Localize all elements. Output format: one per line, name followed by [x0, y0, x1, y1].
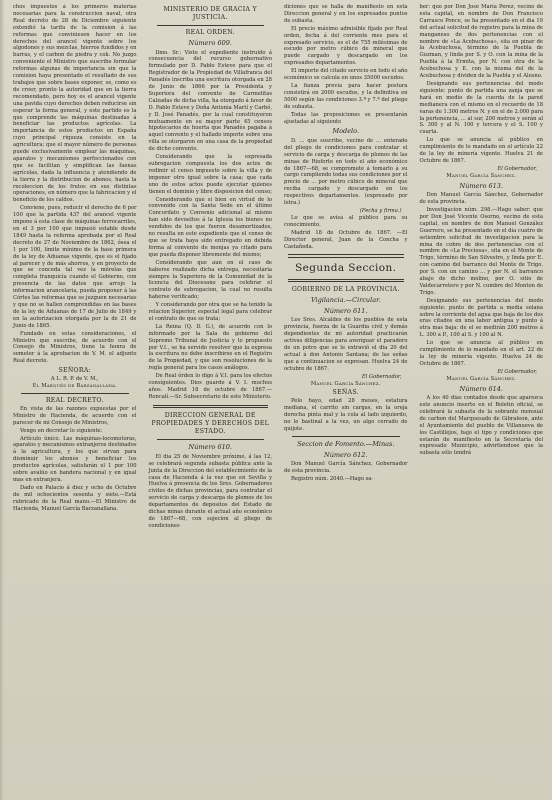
paragraph: Don Manuel García Sánchez, Gobernador de esta provincia. — [284, 461, 408, 474]
column-1 — [10, 4, 140, 796]
columns — [10, 4, 546, 796]
paragraph: Considerando que si bien en virtud de lo convenido con la Santa Sede en el último Concordato y Convenio adicional al mismo han sido devueltos á la Iglesia los bienes no vendidos de los que fueron desamortizados, no resulta en este expediente que el censo de que se trata haya sido entregado en debida forma al convento de monjas ya citado para que pueda disponer libremente del mismo; — [148, 196, 272, 258]
paragraph: Registro núm. 2040.—Hago sa- — [291, 475, 374, 482]
paragraph: Los Sres. Alcaldes de los pueblos de esta provincia, fuerza de la Guardia civil y demás dependientes de mi autoridad practicarán activas diligencias para averiguar el paradero de un potro que se le extravió el dia 20 del actual á don Antonio Santana; de las señas que a continuacion se expresan. Huelva 24 de octubre de 1867. — [284, 317, 408, 372]
paragraph: Considerando que la expresada subrogacion compuesta los dos actos de redimir el censo impuesto sobre la villa y de imponer otro igual sobre la casa; que cada uno de estos actos puede ejecutar quienes tienen el dominio y libre disposicion del censo; — [148, 154, 272, 195]
gobernador-signature: Manuel García Sánchez. — [310, 380, 381, 387]
paragraph: diciones que se halla de manifiesto en esta Direccion general y en los expresados puntos de subasta. — [284, 4, 408, 24]
paragraph: El importe del citado servicio en todo el año económico se calcula en unos 35000 escudos. — [284, 68, 408, 82]
gobernador-title: El Gobernador, — [497, 368, 537, 375]
numero-heading: Número 610. — [188, 443, 232, 452]
paragraph: Ilmo. Sr.: Visto el expediente instruido á consecuencia del recurso gubernativo formulado por D. Pablo Esteve para que el Registrador de la Propiedad de Villafranca del Panadés inscriba una escritura otorgada en 28 de Junio de 1866 por la Presidenta y Superiora del convento de Carmelitas Calzadas de dicha villa, ha otorgado á favor de D. Pablo Esteve y Doña Antonia Martí y Carbó, y D. José Panadés, por la cual constituyeron mutuamente en su mayor parte 45 censos hipotecarios de huerta que Panadés pagaba á aquel convento y el hallado importe sobre una villa se otorgaron en una casa de la propiedad de dicho convento. — [148, 49, 272, 153]
gobernador-title: El Gobernador, — [361, 373, 402, 380]
paragraph: Lo que se anuncia al público en cumplimiento de lo mandado en el artículo 22 de la ley de minería vigente. Huelva 21 de Octubre de 1867. — [419, 137, 543, 164]
paragraph: chos impuestos á los primeros materias necesarias para la construccion naval, otra Real decreto de 28 de Diciembre siguiente extendió la tarifa de la comision á las reformas que conviniesen hacer en los derechos del arancel vigente sobre los algodones y sus mezclas, hierros fundidos y en barras, y el carbon de piedra y cok. No juzgo conveniente el Ministro que suscribe formular reformas algunas de importancia sin que la comision haya presentado el resultado de sus trabajos que sobre bases exponer, se, como es de creer, pronto la autoridad que en la tierra recomendado, pero hoy es el arancel vigente una pavida cuyo derechos deben reducirse sin esperar la forma general, y este partido es la que comprende las máquinas destinadas á beneficiar las productos agrícolas. La importancia de estos productos en España cuyo principal riqueza consiste en la agricultura; que el mayor número de personas puede exclusivamente emplear las máquinas, aparatos y mecanismos perfeccionados con que se facilitan y simplifican las faenas agrícolas, dada la influencia y atendiendo de la tierra y la distribucion de abonos, hasta la recoleccion de los frutos en sus distintas operaciones, en número que la fabricacion y el beneficio de los caldos. — [13, 4, 137, 204]
paragraph: Madrid 18 de Octubre de 1867. —El Director general, Juan de la Concha y Castañeda. — [284, 229, 408, 250]
paragraph: Designando sus pertenencias del modo siguiente: punto de partida una zanja que se hará en medio de la cuerda de la pared medianera con el mismo en el recuerdo de 18 varas de 1.300 metros N. y en el de 2.000 para la pertenencia, ... al sur, 200 metros y serán al S. 300 y al N. 100 y tercera y el S. 100 y cuarta. — [419, 80, 543, 136]
numero-heading: Número 612. — [324, 450, 368, 459]
gobierno-heading: GOBIERNO DE LA PROVINCIA. — [291, 286, 400, 294]
double-divider — [153, 405, 269, 409]
paragraph: La fianza previa para hacer postura consistirá en 2000 escudos, y la definitiva en 5000 según las condiciones 3.ª y 7.ª del pliego de subasta. — [284, 82, 408, 110]
paragraph: Designando sus pertenencias del modo siguiente: punto de partida a media solana sobre la corriente del agua que baja de los dos eras citados en una labor antigua y punto á otra mas baja: de el se medirán 200 metros á L. 300 a P., 100 al S. y 100 al N. — [419, 297, 543, 339]
ministry-heading: MINISTERIO DE GRACIA Y JUSTICIA. — [163, 6, 257, 21]
divider — [157, 25, 265, 26]
senas-heading: SEÑAS. — [332, 389, 359, 397]
gobernador-signature: Manuel García Sánchez. — [446, 172, 517, 179]
senora-heading: SEÑORA: — [58, 367, 92, 375]
column-2 — [146, 4, 276, 796]
page-edge-shadow — [0, 0, 4, 800]
paragraph: Todas las proposiciones se presentarán ajustadas al siguiente — [284, 111, 408, 125]
gobernador-title: El Gobernador, — [497, 165, 537, 172]
paragraph: De Real órden lo digo á V.I. para los efectos consiguientes. Dios guarde á V. I. muchos años. Madrid 18 de octubre de 1867.—Roncalí.—Sr. Subsecretario de este Ministerio. — [148, 373, 272, 400]
paragraph: Considerando que aun en el caso de haberse realizado dicha entrega, necesitaria siempre la Superiora de la Comunidad de la licencia del Diocesano para celebrar el contrato de subrogacion, la cual no resulta haberse verificado; — [148, 259, 272, 301]
numero-heading: Número 609. — [188, 39, 232, 47]
signature: El Marqués de Barzanallana. — [32, 383, 117, 390]
divider — [157, 439, 265, 440]
paragraph: En vista de las razones expuestas por el Ministro de Hacienda, de acuerdo con el parecer de mi Consejo de Ministros, — [13, 405, 137, 426]
divider — [292, 436, 400, 437]
paragraph: Artículo único. Las máquinas-locomotoras, aparatos y mecanismos extranjeros destinados á la agricultura, y los que sirvan para disminuir los abonos y beneficiar los productos agrícolas, satisfarán el 1 por 100 sobre avalúo en bandera nacional y en igual mas en extranjera. — [13, 435, 137, 483]
paragraph: Lo que se anuncia al público en cumplimiento de lo mandado en el art. 22 de la ley de minería vigente. Huelva 24 de Octubre de 1867. — [419, 340, 543, 367]
direccion-heading: DIRECCION GENERAL DE PROPIEDADES Y DERECHOS DEL ESTADO. — [151, 412, 270, 436]
paragraph: Investigacion núm. 298.—Hago saber: que por Don José Vicente Osorno, vecino de esta capital, en nombre de don Manuel González Guerrero, se ha presentado en el dia cuatro de setiembre solicitud de investigacion para la mina de cobre de dos pertenencias con el nombre de «La Preciosa», sita en el Monte de Trigo, término de San Silvestre, y linda por E. con camino del barranco del Monte de Trigo, por S. con un camino ... y por N. el barranco abajo de dicho molino, por O. sitio de Valdecarretero y por N. cumbre del Monton de Trigo. — [419, 206, 543, 296]
paragraph: La Reina (Q. D. G.), de acuerdo con lo informado por la Sala de gobierno del Supremo Tribunal de Justicia y lo propuesto por V.I., se ha servido resolver que la expresa la escritura no debe inscribirse en el Registro de la Propiedad, y que son resoluciones de la regla general para los casos análogos. — [148, 323, 272, 372]
numero-heading: Número 611. — [324, 306, 368, 315]
real-orden-heading: REAL ORDEN. — [185, 29, 235, 36]
divider — [21, 393, 129, 394]
paragraph: Dado en Palacio á diez y ocho de Octubre de mil ochocientos sesenta y siete.—Está rubricado de la Real mano.—El Ministro de Hacienda, Manuel García Barzanallana. — [13, 484, 137, 512]
paragraph: A los 40 dias contados desde que aparezca este anuncio inserto en el Boletin oficial, se celebrará la subasta de la sobrante mensual de carbon del Marquesado de Gibraleon, ante el Ayuntamiento del pueblo de Villanueva de los Castillejos, bajo el tipo y condiciones que estarán de manifiesto en la Secretaría del expresado Municipio, advirtiendose que la subasta sólo tendrá — [419, 395, 543, 457]
fecha-firma: (Fecha y firma.) — [359, 207, 402, 214]
paragraph: Pelo bayo, edad 28 meses, estatura mediana, el carrito sin cargas, en la oreja derecha pinta mal y la cola al lado izquierdo, no le bastinal a la vez, un algo cerrado de quijote. — [284, 398, 408, 433]
numero-heading: Número 613. — [459, 181, 503, 190]
double-divider — [288, 254, 404, 258]
column-4 — [417, 4, 547, 796]
paragraph: El dia 25 de Noviembre próximo, á las 12, se celebrará segunda subasta pública ante la Junta de la Direccion del establecimiento de la casa de Hacienda á la vez que en Sevilla y Huelva á presencia de los Sres. Gobernadores civiles de dichas provincias, para contratar el servicio de carga y descarga de plomos de los departamentos de depositos del Estado de dichas minas durante el actual año económico de 1867—68, con sujecion al pliego de condiciones — [148, 453, 272, 529]
paragraph: Y considerando por otra que se ha tenido la relacion Superior, especial legal para celebrar el contrato de que se trata; — [148, 302, 272, 322]
salutation: A L. R. P. de V. M., — [50, 376, 99, 383]
paragraph: Don Manuel García Sánchez, Gobernador de esta provincia. — [419, 192, 543, 206]
fomento-heading: Seccion de Fomento.—Minas. — [297, 440, 395, 448]
paragraph: Fundado en estas consideraciones, el Ministro que suscribe, de acuerdo con el Consejo de Ministros, tiene la honra de someter á la aprobacion de V. M. el adjunto Real decreto. — [13, 330, 137, 365]
real-decreto-heading: REAL DECRETO. — [45, 396, 104, 404]
paragraph: El precio máximo admisible fijado por Real orden, fecha á del corriente mes para el expresado servicio, es el de 755 milésimas de escudo por metro cúbico de mineral que puede cargado y descargado en los expresados departamentos. — [284, 25, 408, 67]
numero-heading: Número 614. — [459, 384, 503, 393]
paragraph: Conviene, pues, reducir el derecho de 6 por 100 que la partida 437 del arancel vigente impone á esta clase de máquinas ferrocarriles, en el 3 por 100 que impusió estable desde 1849 hasta la reforma aprobada por el Real decreto de 27 de Noviembre de 1862, ósea el 1 por 100, límite mínimo de la base primera de la ley de Aduanas vigente, que es el fijado al parecer y de más ahorros, y en proyecto de que se conceda tal vez la mérelas que completa franquicia cuando el Gobierno, con presencia de las datos que arroje la informacion arancelaria, pueda proponer á las Córtes las reformas que se juzguen necesarias y que no se hallen comprendidas en las bases de la ley de Aduanas de 17 de Julio de 1849 y en la autorizacion otorgada por la de 21 de Junio de 1865. — [13, 205, 137, 329]
double-divider — [288, 279, 404, 283]
gobernador-signature: Manuel García Sánchez. — [446, 375, 517, 382]
paragraph: D. ... que suscribe, vecino de ... enterado del pliego de condiciones para contratar el servicio de carga y descarga de plomos de las minas de Rioforte en todo el año económico de 1867—68, se compromete á tomarlo á su cargo cumpliendo todas sus condiciones por el precio de ... por metro cúbico de mineral que reciba cargado y descargado en los respectivos departamentos. (expresado por letra.) — [284, 137, 408, 207]
vigilancia-heading: Vigilancia.—Circular. — [310, 296, 381, 305]
column-3 — [281, 4, 411, 796]
modelo-heading: Modelo. — [332, 127, 360, 136]
paragraph: Vengo en decretar lo siguiente: — [20, 427, 103, 434]
paragraph: Lo que se avisa al público para su conocimiento. — [284, 214, 408, 228]
segunda-seccion-heading: Segunda Seccion. — [295, 261, 397, 274]
paragraph: ber: que por Don José María Perez, vecino de esta capital, en nombre de Don Francisco Carrasco Ponce, se ha presentado en el dia 19 del actual solicitud de registro para la mina de manganeso de dos pertenencias con el nombre de «La Acebuchosa», sita en pinar de la Acebuchosa, término de la Puebla de Guzman, y linda por S. y O. con la mina de la Puebla á la Ermita, por N. con otra de la Acebuchosa y E. con la misma del de la Acebuchosa y dividen de la Puebla y el Alosno. — [419, 4, 543, 80]
